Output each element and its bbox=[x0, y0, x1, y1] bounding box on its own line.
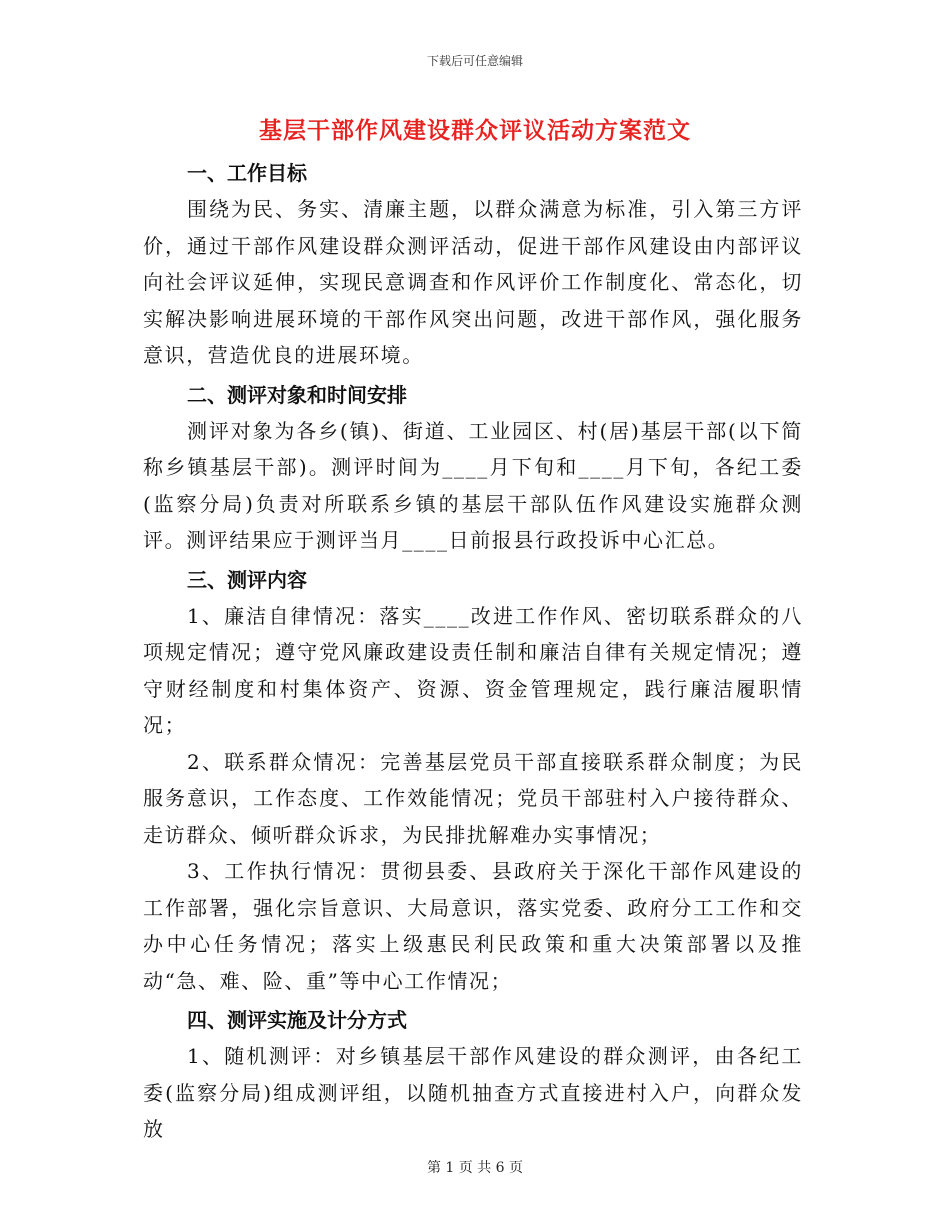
document-title: 基层干部作风建设群众评议活动方案范文 bbox=[259, 117, 691, 144]
section-heading: 二、测评对象和时间安排 bbox=[187, 382, 407, 407]
section-paragraph: 3、工作执行情况：贯彻县委、县政府关于深化干部作风建设的工作部署，强化宗旨意识、大局意识，落实党委、政府分工工作和交办中心任务情况；落实上级惠民利民政策和重大决策部署以及推动“急、难、险、重”等中心工作情况； bbox=[143, 859, 803, 993]
document-body bbox=[143, 152, 803, 1148]
section-target-schedule bbox=[143, 377, 803, 559]
section-paragraph: 1、随机测评：对乡镇基层干部作风建设的群众测评，由各纪工委(监察分局)组成测评组，以随机抽查方式直接进村入户，向群众发放 bbox=[143, 1044, 803, 1141]
section-paragraph: 1、廉洁自律情况：落实____改进工作作风、密切联系群众的八项规定情况；遵守党风廉政建设责任制和廉洁自律有关规定情况；遵守财经制度和村集体资产、资源、资金管理规定，践行廉洁履职情况； bbox=[143, 603, 803, 737]
section-implementation-scoring bbox=[143, 1002, 803, 1148]
section-paragraph: 测评对象为各乡(镇)、街道、工业园区、村(居)基层干部(以下简称乡镇基层干部)。测评时间为____月下旬和____月下旬，各纪工委(监察分局)负责对所联系乡镇的基层干部队伍作风建设实施群众测评。测评结果应于测评当月____日前报县行政投诉中心汇总。 bbox=[143, 418, 803, 552]
section-heading: 一、工作目标 bbox=[187, 161, 307, 185]
page-number-footer: 第 1 页 共 6 页 bbox=[426, 1160, 524, 1176]
section-heading: 三、测评内容 bbox=[187, 567, 307, 592]
section-evaluation-content bbox=[143, 562, 803, 1000]
page-header-note: 下载后可任意编辑 bbox=[426, 54, 523, 68]
section-paragraph: 2、联系群众情况：完善基层党员干部直接联系群众制度；为民服务意识，工作态度、工作效能情况；党员干部驻村入户接待群众、走访群众、倾听群众诉求，为民排扰解难办实事情况； bbox=[143, 749, 803, 847]
section-work-goal bbox=[143, 155, 803, 374]
section-paragraph: 围绕为民、务实、清廉主题，以群众满意为标准，引入第三方评价，通过干部作风建设群众测评活动，促进干部作风建设由内部评议向社会评议延伸，实现民意调查和作风评价工作制度化、常态化，切实解决影响进展环境的干部作风突出问题，改进干部作风，强化服务意识，营造优良的进展环境。 bbox=[143, 197, 803, 367]
section-heading: 四、测评实施及计分方式 bbox=[187, 1008, 407, 1032]
